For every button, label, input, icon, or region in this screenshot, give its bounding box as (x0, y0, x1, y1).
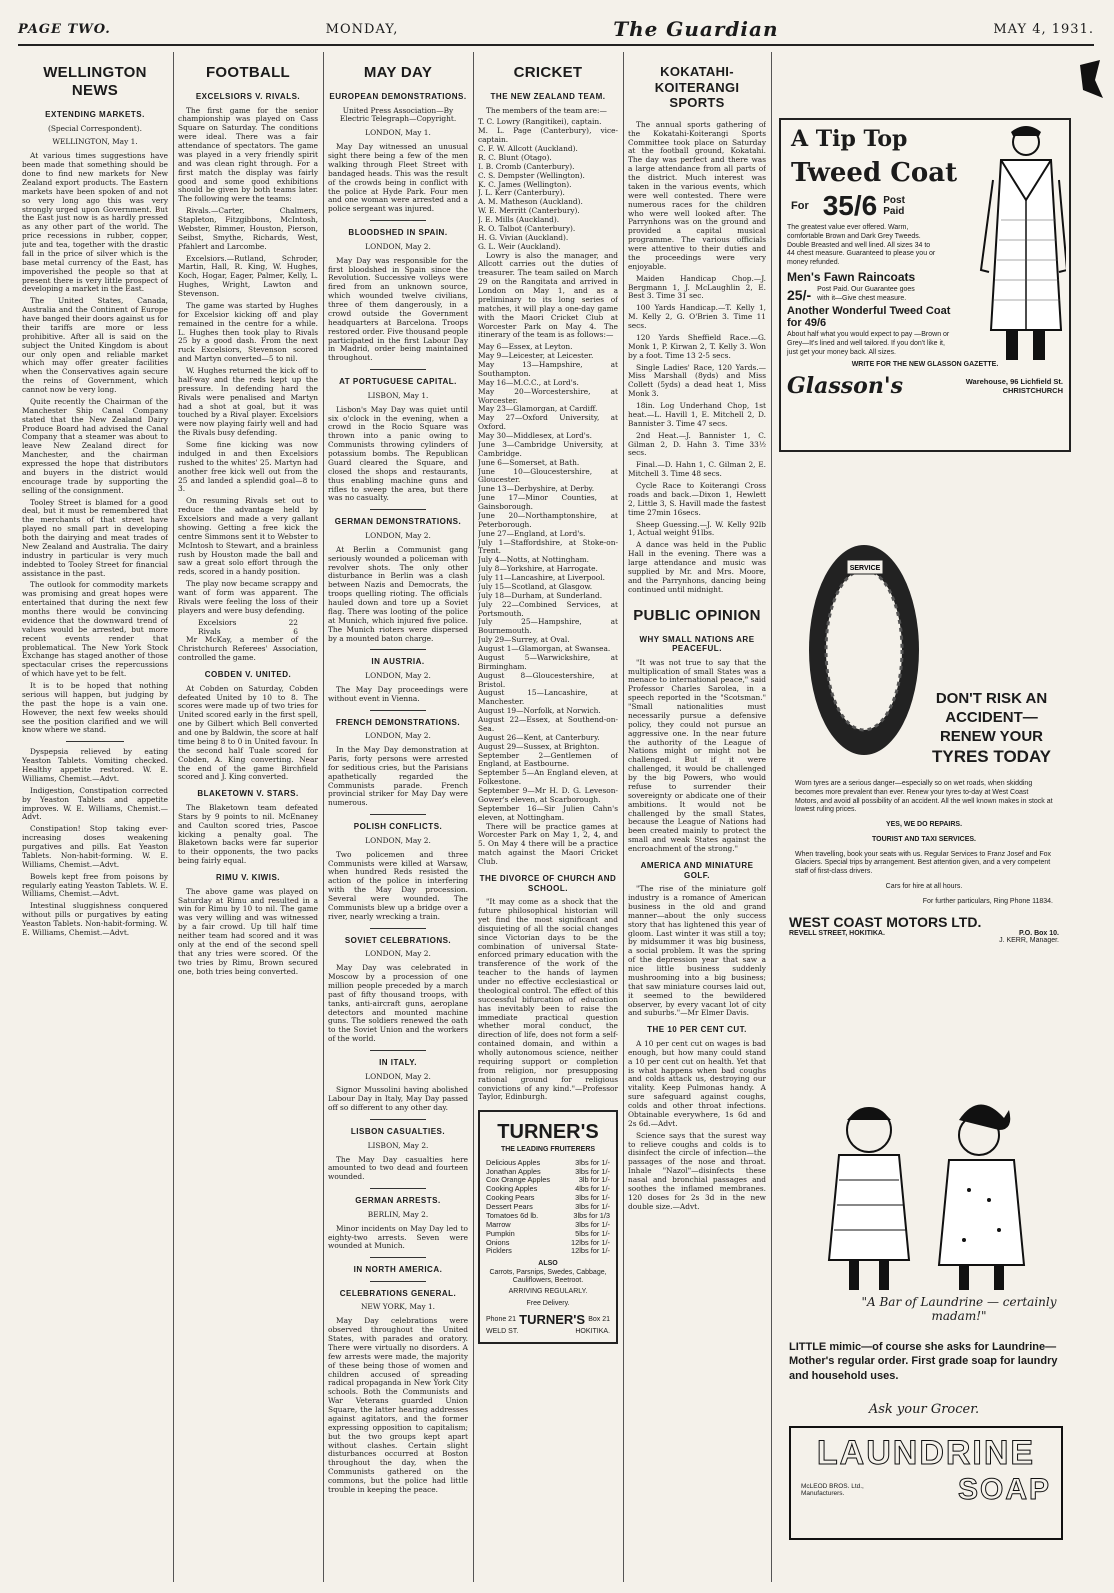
advert-body: The greatest value ever offered. Warm, comfortable Brown and Dark Grey Tweeds. Double Breasted and well lined. All sizes 34 to 44 chest measure. Guaranteed to please you or money refunded. (787, 224, 936, 266)
laundrine-soap-word: SOAP (957, 1473, 1051, 1506)
glassons-city: CHRISTCHURCH (1002, 386, 1063, 396)
divider (370, 649, 426, 650)
laundrine-logo-box (789, 1426, 1063, 1540)
section-heading: POLISH CONFLICTS. (353, 822, 443, 832)
fruit-price: 3lbs for 1/3 (573, 1210, 610, 1220)
fixture-item: May 9—Leicester, at Leicester. (478, 351, 594, 361)
score-points: 22 (288, 617, 298, 627)
fixture-item: August 5—Warwickshire, at Birmingham. (478, 652, 618, 671)
article-paragraph: Two policemen and three Communists were killed at Warsaw, when hundred Reds resisted the action of the police in interfering with the May Day procession. Several were wounded. The Communists blew up a bridge over a river, nearly wrecking a train. (328, 849, 468, 921)
article-paragraph: Quite recently the Chairman of the Manchester Ship Canal Company stated that the New Zealand Dairy Produce Board had advised the Canal Company that a steamer was about to leave New Zealand direct for Manchester, and the chairman expressed the hope that distributors and buyers in the district would encourage trade by supporting the selling of the consignment. (22, 396, 168, 495)
team-member: W. E. Merritt (Canterbury). (478, 206, 580, 216)
travel-body: When travelling, book your seats with us. Regular Services to Franz Josef and Fox Glaciers. Special trips by arrangement. Best attention given, and a very competent staff of first-class drivers. (795, 850, 1052, 875)
mayday-section (328, 1188, 468, 1251)
subheading-blaketown-stars: BLAKETOWN V. STARS. (197, 789, 299, 799)
subheading-extending-markets: EXTENDING MARKETS. (45, 110, 145, 119)
dateline: LONDON, May 2. (365, 731, 431, 741)
laundrine-script: "A Bar of Laundrine — certainly madam!" (861, 1295, 1057, 1323)
article-paragraph: "It may come as a shock that the future philosophical historian will yet find the most significant and disquieting of all the social changes since Victorian days to be the combination of universal State-enforced primary education with the transference of the work of the teacher to the hands of laymen under no effective ecclesiastical or theological control. The effect of this successful bifurcation of education has inevitably been to raise the immediate practical question whether moral conduct, the direction of life, does not form a self-contained domain, and within a wholly autonomous science, neither requiring support or completion from religion, nor presupposing rational ground for religious convictions of any kind."—Professor Taylor, Edinburgh. (478, 897, 618, 1102)
article-paragraph: Lisbon's May Day was quiet until six o'clock in the evening, when a crowd in the Rocio Square was thrown into a panic owing to Communists throwing cylinders of potassium bombs. The Republican Guard cleared the Square, and closed the shops and restaurants, thus enabling machine guns and rifles to sweep the area, but there was no casualty. (328, 404, 468, 503)
team-member: G. L. Weir (Auckland). (478, 241, 561, 251)
subheading-nz-team: THE NEW ZEALAND TEAM. (490, 92, 606, 101)
another-coat-body: About half what you would expect to pay —Brown or Grey—It's lined and well tailored. If you don't like it, just get your money back. All sizes. (787, 331, 950, 356)
laundrine-maker: McLEOD BROS. Ltd., Manufacturers. (801, 1483, 864, 1497)
turners-name: TURNER'S (497, 1121, 599, 1144)
fixture-item: August 1—Glamorgan, at Swansea. (478, 644, 611, 654)
article-paragraph: Maiden Handicap Chop.—J. Bergmann 1, J. McLaughlin 2, E. Best 3. Time 31 sec. (628, 273, 766, 301)
team-list (478, 118, 618, 251)
score-points: 6 (293, 626, 298, 636)
masthead (18, 14, 1094, 46)
fruit-price: 3lbs for 1/- (575, 1219, 610, 1229)
fixture-item: July 11—Lancashire, at Liverpool. (478, 573, 605, 583)
mayday-section (328, 814, 468, 921)
team-member: A. M. Matheson (Auckland). (478, 197, 583, 207)
dateline: BERLIN, May 2. (367, 1209, 429, 1219)
section-heading: BLOODSHED IN SPAIN. (348, 228, 448, 238)
company-address (789, 930, 1059, 937)
divider (370, 220, 426, 221)
article-paragraph: The members of the team are:— (486, 105, 607, 115)
dateline: LONDON, May 2. (365, 530, 431, 540)
subheading-ten-per-cent: THE 10 PER CENT CUT. (647, 1025, 747, 1035)
advertisement-text: Intestinal sluggishness conquered without pills or purgatives by eating Yeaston Tablets. Non-habit-forming. W. E. Williams, Chemist.—Advt. (22, 901, 168, 937)
dateline: LONDON, May 2. (365, 949, 431, 959)
section-heading: IN ITALY. (379, 1058, 417, 1067)
article-paragraph: There will be practice games at Worcester Park on May 1, 2, 4, and 5. On May 4 there will be a practice match against the Maori Cricket Club. (478, 821, 618, 867)
tyre-label: SERVICE (849, 565, 881, 572)
fruit-name: Pumpkin (486, 1228, 515, 1238)
fixture-item: July 29—Surrey, at Oval. (478, 635, 570, 645)
turners-advert (478, 1110, 618, 1344)
team-member: J. E. Mills (Auckland). (478, 215, 560, 225)
article-paragraph: The May Day casualties here amounted to two dead and fourteen wounded. (328, 1154, 468, 1182)
fruit-price-row (486, 1247, 610, 1256)
ask-your-grocer: Ask your Grocer. (868, 1402, 980, 1417)
fixture-item: July 22—Combined Services, at Portsmouth. (478, 599, 618, 618)
fixture-item: July 4—Notts, at Nottingham. (478, 555, 590, 565)
fixture-item: June 27—England, at Lord's. (478, 528, 586, 538)
dateline: LISBON, May 2. (367, 1140, 429, 1150)
team-member: C. S. Dempster (Wellington). (478, 170, 585, 180)
article-paragraph: Final.—D. Hahn 1, C. Gilman 2, E. Mitchell 3. Time 48 secs. (628, 460, 766, 479)
dateline: LONDON, May 1. (365, 128, 431, 138)
wire-credit: United Press Association—By Electric Telegraph—Copyright. (339, 105, 457, 124)
mayday-section (328, 369, 468, 503)
fruit-name: Dessert Pears (486, 1202, 533, 1212)
free-delivery: Free Delivery. (526, 1299, 570, 1307)
glassons-tweed-coat-advert (779, 118, 1071, 452)
glassons-address-line: Warehouse, 96 Lichfield St. (965, 377, 1063, 387)
article-paragraph: A 10 per cent cut on wages is bad enough, but how many could stand a 10 per cent cut on health. Yet that is what happens when bad coughs and colds attack us, destroying our vitality. Keep Pulmonas handy. A sure safeguard against coughs, colds and other throat infections. Obtainable everywhere, 1s 6d and 2s 6d.—Advt. (628, 1038, 766, 1128)
article-paragraph: The game was started by Hughes for Excelsior kicking off and play remained in the centre for a while. L. Hughes then took play to Rivals 25 by a good dash. From the next ruck Excelsiors, Stevenson scored and Martyn converted—5 to nil. (178, 300, 318, 364)
tyres-headline-line2: ACCIDENT— (945, 708, 1038, 726)
divider (370, 1257, 426, 1258)
fixture-item: September 5—An England eleven, at Folkestone. (478, 768, 618, 787)
section-heading: IN AUSTRIA. (371, 657, 425, 667)
team-member: H. G. Vivian (Auckland). (478, 232, 569, 242)
turners-box: Box 21 (588, 1315, 610, 1323)
article-paragraph: Some fine kicking was now indulged in and then Excelsiors rushed to the whites' 25. Martyn had another free kick well out from the 25 and landed a splendid goal—8 to 3. (178, 440, 318, 494)
fruit-price: 4lbs for 1/- (575, 1184, 610, 1194)
team-member: J. L. Kerr (Canterbury). (478, 188, 565, 198)
section-heading: AT PORTUGUESE CAPITAL. (339, 377, 457, 387)
fixture-item: June 13—Derbyshire, at Derby. (478, 484, 595, 494)
also-label: ALSO (538, 1260, 558, 1268)
divider (370, 1188, 426, 1189)
section-heading: GERMAN ARRESTS. (355, 1196, 441, 1206)
fruit-price: 5lbs for 1/- (575, 1228, 610, 1238)
subheading-miniature-golf: AMERICA AND MINIATURE GOLF. (640, 860, 754, 880)
fixture-item: August 8—Gloucestershire, at Bristol. (478, 670, 618, 689)
mayday-section (328, 928, 468, 1044)
article-paragraph: Minor incidents on May Day led to eighty-two arrests. Seven were wounded at Munich. (328, 1223, 468, 1251)
company-box: P.O. Box 10. (1019, 930, 1059, 938)
fixture-item: August 19—Norfolk, at Norwich. (478, 706, 601, 716)
cars-for-hire: Cars for hire at all hours. (885, 882, 963, 890)
article-paragraph: The United States, Canada, Australia and the Continent of Europe have banged their doors against us for their tariffs are more or less prohibitive. After all is said on the subject the United Kingdom is about our only open and reliable market which may offer greater facilities when the Conservatives again secure the reins of Government, which cannot now be very long. (22, 296, 168, 395)
fixture-item: July 15—Scotland, at Glasgow. (478, 581, 593, 591)
section-heading: GERMAN DEMONSTRATIONS. (334, 517, 462, 527)
article-paragraph: The play now became scrappy and want of form was apparent. The Rivals were feeling the loss of their players and were busy defending. (178, 579, 318, 615)
raincoat-price: 25/- (787, 286, 812, 303)
extra-produce: Carrots, Parsnips, Swedes, Cabbage, Cauliflowers, Beetroot. (489, 1268, 607, 1285)
raincoat-heading: Men's Fawn Raincoats (787, 269, 916, 284)
fixture-item: May 16—M.C.C., at Lord's. (478, 377, 579, 387)
subheading-excelsiors-rivals: EXCELSIORS V. RIVALS. (195, 92, 301, 101)
dateline: LONDON, May 2. (365, 835, 431, 845)
fruit-name: Marrow (486, 1219, 511, 1229)
masthead-day: MONDAY, (325, 21, 399, 37)
fixture-item: July 8—Yorkshire, at Harrogate. (478, 564, 598, 574)
article-paragraph: 2nd Heat.—J. Bannister 1, C. Gilman 2, D. Hahn 3. Time 33½ secs. (628, 430, 766, 458)
fixture-item: June 20—Northamptonshire, at Peterborough. (478, 510, 618, 529)
article-paragraph: Cycle Race to Koiterangi Cross roads and back.—Dixon 1, Hewlett 2, Little 3, S. Havill made the fastest time 27min 16secs. (628, 481, 766, 517)
dateline: LONDON, May 2. (365, 1071, 431, 1081)
laundrine-brand: LAUNDRINE (816, 1434, 1036, 1472)
divider (370, 710, 426, 711)
column-rule (771, 52, 772, 1582)
headline-football: FOOTBALL (205, 64, 291, 81)
turners-town: HOKITIKA. (575, 1327, 610, 1335)
section-heading: LISBON CASUALTIES. (350, 1127, 446, 1137)
west-coast-motors-advert (779, 540, 1067, 1040)
column-rule (623, 52, 624, 1582)
subheading-cobden-united: COBDEN V. UNITED. (204, 670, 292, 680)
team-member: R. C. Blunt (Otago). (478, 152, 552, 162)
article-paragraph: Sheep Guessing.—J. W. Kelly 92lb 1, Actual weight 91lbs. (628, 519, 766, 538)
fixture-item: June 6—Somerset, at Bath. (478, 457, 580, 467)
headline-wellington-news: WELLINGTON NEWS (43, 64, 147, 99)
byline: (Special Correspondent). (47, 123, 143, 133)
fruit-price: 3lbs for 1/- (575, 1166, 610, 1176)
glassons-address (966, 377, 1063, 395)
team-member: M. L. Page (Canterbury), vice-captain. (478, 126, 618, 145)
dateline: LONDON, May 2. (365, 241, 431, 251)
mayday-section (328, 1257, 468, 1275)
advertisement-text: Constipation! Stop taking ever-increasing doses weakening purgatives and pills. Eat Yeaston Tablets. Non-habit-forming. W. E. Williams, Chemist.—Advt. (22, 824, 168, 869)
article-paragraph: Tooley Street is blamed for a good deal, but it must be remembered that the merchants of that street have played no small part in developing both the dairying and meat trades of New Zealand and Australia. The dairy industry in particular is very much indebted to Tooley Street for financial assistance in the past. (22, 497, 168, 578)
turners-street: WELD ST. (486, 1327, 519, 1335)
fixture-item: August 22—Essex, at Southend-on-Sea. (478, 715, 618, 733)
column-cricket (478, 52, 618, 1587)
article-paragraph: The first game for the senior championship was played on Cass Square on Saturday. The conditions were ideal. There was a fair attendance of spectators. The game was played in a very friendly spirit and was clean right through. For a first match the display was fairly good and some good exhibitions should be given by both teams later. The following were the teams: (178, 105, 318, 204)
article-paragraph: May Day witnessed an unusual sight there being a few of the men walking through Fleet Street with bandaged heads. This was the result of the crowds being in conflict with the police at Hyde Park. Four men and one woman were arrested and a police sergeant was injured. (328, 142, 468, 214)
mayday-section (328, 710, 468, 809)
fruit-price: 12lbs for 1/- (570, 1246, 610, 1256)
tyres-headline (919, 690, 1064, 768)
headline-may-day: MAY DAY (363, 64, 433, 81)
laundrine-copy: LITTLE mimic—of course she asks for Laundrine—Mother's regular order. First grade soap for laundry and household uses. (789, 1341, 1058, 1382)
taxi-line: TOURIST AND TAXI SERVICES. (872, 835, 976, 843)
turners-tagline: THE LEADING FRUITERERS (500, 1146, 596, 1154)
article-paragraph: Mr McKay, a member of the Christchurch Referees' Association, controlled the game. (178, 635, 318, 663)
advert-title: Tweed Coat (791, 158, 958, 188)
fixture-item: June 3—Cambridge University, at Cambridge. (478, 439, 618, 458)
article-paragraph: Signor Mussolini having abolished Labour Day in Italy, May Day passed off so different to any other day. (328, 1085, 468, 1113)
dateline: LONDON, May 2. (365, 670, 431, 680)
post-paid: Post Paid (883, 195, 905, 217)
article-paragraph: "The rise of the miniature golf industry is a romance of American business in the old and grand manner—about the only success story that has lightened this year of gloom. Last winter it was still a toy; by midsummer it was big business, a social problem. It was the spring of the depression year that saw a nice little business suddenly mushrooming into a big business; that saw miniature courses laid out, it seemed to the bewildered observer, by every vacant lot of city and suburbs."—Mr Elmer Davis. (628, 884, 766, 1018)
column-rule (323, 52, 324, 1582)
repairs-line: YES, WE DO REPAIRS. (885, 821, 963, 828)
masthead-date: MAY 4, 1931. (993, 21, 1094, 37)
article-paragraph: Lowry is also the manager, and Allcott carries out the duties of treasurer. The team sailed on March 29 on the Rangitata and arrived in London on May 1, and as a preliminary to its long series of matches, it will play a one-day game with the Maori Cricket Club at Worcester Park on May 4. The itinerary of the team is as follows:— (478, 250, 618, 340)
laundrine-soap-advert (779, 1090, 1067, 1560)
fixture-item: August 29—Sussex, at Brighton. (478, 741, 600, 751)
mayday-section (328, 649, 468, 703)
fixture-item: June 17—Minor Counties, at Gainsborough. (478, 493, 618, 512)
fruit-name: Picklers (486, 1246, 512, 1256)
mayday-section (328, 1050, 468, 1113)
glassons-footer (781, 369, 1069, 403)
mayday-section (328, 220, 468, 363)
article-paragraph: "It was not true to say that the multiplication of small States was a menace to international peace," said Professor Charles Sarolea, in a speech reported in the "Scotsman." "Small nationalities must necessarily pursue a defensive policy, they could not pursue an aggressive one. In the near future the authority of the League of Nations might or might not be challenged. But if it were challenged, it would be challenged by the big Powers, who would refuse to surrender their sovereignty or abdicate one of their ambitions. It would not be challenged by the small States, because the League of Nations had been created mainly to protect the small and weak States against the encroachment of the strong." (628, 657, 766, 854)
team-member: C. F. W. Allcott (Auckland). (478, 144, 578, 154)
article-paragraph: Excelsiors.—Rutland, Schroder, Martin, Hall, R. King, W. Hughes, Koch, Hogar, Eager, Palmer, Kelly, L. Hughes, Wright, Lawton and Stevenson. (178, 253, 318, 299)
phone-line: For further particulars, Ring Phone 11834. (922, 897, 1053, 905)
section-heading: CELEBRATIONS GENERAL. (339, 1288, 457, 1298)
article-paragraph: Science says that the surest way to relieve coughs and colds is to disinfect the circle of infection—the passages of the nose and throat. Inhale "Nazol"—disinfects these nasal and bronchial passages and soothes the inflamed membranes. 120 doses for 2s 3d in the new double size.—Advt. (628, 1130, 766, 1211)
fruit-name: Delicious Apples (486, 1157, 541, 1167)
team-member: I. B. Cromb (Canterbury). (478, 161, 575, 171)
fixture-item: May 13—Hampshire, at Southampton. (478, 360, 618, 378)
subheading-rimu-kiwis: RIMU V. KIWIS. (215, 873, 281, 883)
article-paragraph: It is to be hoped that nothing serious will happen, but judging by the past the hope is a vain one. However, the next few weeks should see the position clarified and we will know where we stand. (22, 681, 168, 735)
divider (370, 369, 426, 370)
divider (370, 814, 426, 815)
subheading-church-school: THE DIVORCE OF CHURCH AND SCHOOL. (479, 873, 617, 893)
fruit-name: Cox Orange Apples (486, 1175, 551, 1185)
mayday-section (328, 1281, 468, 1495)
turners-footer (486, 1312, 610, 1328)
article-paragraph: At various times suggestions have been made that something should be done to find new markets for New Zealand export products. The Eastern markets have been spoken of and not so very long ago this was very strongly urged upon Government. But the East just now is as hardly pressed as any other part of the world. The price recessions in rubber, copper, jute and tea, together with the drastic fall in the price of silver which is the base metal currency of the East, has impoverished the people so that at present there is very little prospect of developing a market in the East. (22, 151, 168, 294)
dateline: LISBON, May 1. (367, 390, 429, 400)
article-paragraph: 100 Yards Handicap.—T. Kelly 1, M. Kelly 2, G. O'Brien 3. Time 11 secs. (628, 303, 766, 331)
divider (370, 509, 426, 510)
column-may-day (328, 52, 468, 1587)
article-paragraph: A dance was held in the Public Hall in the evening. There was a large attendance and music was supplied by Mr. and Mrs. Moore, and the Parrynhons, dancing being continued until midnight. (628, 540, 766, 594)
company-manager: J. KERR, Manager. (999, 937, 1059, 945)
torn-corner (1075, 60, 1105, 104)
article-paragraph: W. Hughes returned the kick off to half-way and the reds kept up the pressure. In defending hard the Rivals were penalised and Martyn had a shot at goal, but it was touched by a Rival player. Excelsiors were now playing fairly well and had the Rivals busy defending. (178, 366, 318, 438)
score-team: Excelsiors (198, 617, 237, 627)
article-paragraph: The annual sports gathering of the Kokatahi-Koiterangi Sports Committee took place on Saturday at the football ground, Kokatahi. The day was perfect and there was a large attendance from all parts of the district. Much interest was taken in the various events, which were well contested. There were numerous races for the children who were well looked after. The Parrynhons was on the ground and provided a capital musical programme. The various officials were attentive to their duties and the proceedings were very enjoyable. (628, 119, 766, 271)
another-coat-heading: Another Wonderful Tweed Coat for 49/6 (787, 305, 951, 330)
fixture-item: August 26—Kent, at Canterbury. (478, 732, 600, 742)
article-paragraph: The May Day proceedings were without event in Vienna. (328, 684, 468, 703)
fixture-item: July 18—Durham, at Sunderland. (478, 590, 603, 600)
headline-public-opinion: PUBLIC OPINION (633, 606, 761, 624)
fruit-price-list (486, 1159, 610, 1257)
dateline: NEW YORK, May 1. (360, 1302, 436, 1312)
column-football (178, 52, 318, 1587)
article-paragraph: At Cobden on Saturday, Cobden defeated United by 10 to 8. The scores were made up of two tries for United scored early in the first spell, one by Gilbert which Bell converted and one by Baldwin, the score at half time being 8 to 0 in United favour. In the second half Tuale scored for Cobden, A. King converting. Near the end of the game Birchfield scored and J. King converted. (178, 683, 318, 782)
article-paragraph: The outlook for commodity markets was promising and great hopes were entertained that during the next few months there would be convincing evidence that the downward trend of values would be arrested, but more recent events render that problematical. The New York Stock Exchange has staged another of those spectacular crises the repercussions of which have yet to be felt. (22, 580, 168, 679)
article-paragraph: The above game was played on Saturday at Rimu and resulted in a win for Rimu by 10 to nil. The game was very willing and was witnessed by a fair crowd. Up till half time neither team had scored and it was only at the end of the second spell that any tries were scored. Of the two tries by Rimu, Brown secured one, both tries being converted. (178, 886, 318, 976)
fixture-list (478, 343, 618, 822)
fruit-name: Cooking Pears (486, 1193, 535, 1203)
page-number: PAGE TWO. (18, 21, 111, 37)
dateline: WELLINGTON, May 1. (52, 137, 138, 147)
divider (66, 741, 124, 742)
fixture-item: May 27—Oxford University, at Oxford. (478, 413, 618, 432)
children-illustration (799, 1090, 1049, 1300)
fixture-item: July 25—Hampshire, at Bournemouth. (478, 617, 618, 636)
article-paragraph: Single Ladies' Race, 120 Yards.—Miss Marshall (8yds) and Miss Collett (5yds) a dead heat 1, Miss Monk 3. (628, 362, 766, 399)
advertisement-text: Bowels kept free from poisons by regularly eating Yeaston Tablets. W. E. Williams, Chemist.—Advt. (22, 871, 168, 899)
column-wellington-news (22, 52, 168, 1587)
fixture-item: September 2—Gentlemen of England, at Eastbourne. (478, 750, 618, 769)
fixture-item: September 9—Mr H. D. G. Leveson-Gower's eleven, at Scarborough. (478, 786, 618, 804)
section-heading: IN NORTH AMERICA. (353, 1265, 443, 1275)
company-street: REVELL STREET, HOKITIKA. (789, 930, 885, 938)
raincoat-body: Post Paid. Our Guarantee goes with it—Give chest measure. (817, 285, 915, 302)
turners-phone: Phone 21 (486, 1315, 516, 1323)
mayday-section (328, 1119, 468, 1182)
fruit-name: Onions (486, 1237, 510, 1247)
fixture-item: August 15—Lancashire, at Manchester. (478, 688, 618, 707)
fruit-name: Tomatoes 6d lb. (486, 1210, 539, 1220)
fixture-item: May 30—Middlesex, at Lord's. (478, 431, 592, 441)
gazette-line: WRITE FOR THE NEW GLASSON GAZETTE. (851, 360, 999, 368)
turners-name-footer: TURNER'S (519, 1312, 586, 1328)
price: 35/6 (822, 190, 878, 221)
advertisement-text: Dyspepsia relieved by eating Yeaston Tablets. Vomiting checked. Healthy appetite restored. W. E. Williams, Chemist.—Advt. (22, 747, 168, 783)
article-paragraph: 18in. Log Underhand Chop, 1st heat.—L. Havill 1, E. Mitchell 2, D. Bannister 3. Time 47 secs. (628, 401, 766, 428)
fruit-price: 3lbs for 1/- (575, 1157, 610, 1167)
article-paragraph: The Blaketown team defeated Stars by 9 points to nil. McEnaney and Caulton scored tries, Pascoe kicking a penalty goal. The Blaketown backs were far superior to their opponents, the two packs being fairly equal. (178, 802, 318, 866)
article-paragraph: On resuming Rivals set out to reduce the advantage held by Excelsiors and made a very gallant showing. Getting a free kick the centre Simmons sent it to Webster to McIntosh to Stewart, and a brainless rush by Houston made the ball and saw a great solo effort through the reds, scored in a handy position. (178, 496, 318, 577)
article-paragraph: In the May Day demonstration at Paris, forty persons were arrested for seditious cries, but the Parisians apathetically regarded the Communists parade. French provincial striker for May Day were numerous. (328, 745, 468, 808)
tyre-illustration (799, 540, 929, 760)
fixture-item: June 10—Gloucestershire, at Gloucester. (478, 466, 618, 485)
headline-cricket: CRICKET (513, 64, 583, 81)
man-in-coat-illustration (971, 120, 1066, 370)
fixture-item: July 1—Staffordshire, at Stoke-on-Trent. (478, 537, 618, 556)
team-member: K. C. James (Wellington). (478, 179, 572, 189)
divider (370, 1050, 426, 1051)
team-member: R. O. Talbot (Canterbury). (478, 223, 576, 233)
column-rule (173, 52, 174, 1582)
tyres-body-block (789, 780, 1059, 944)
mayday-sections (328, 129, 468, 1495)
mayday-section (328, 509, 468, 643)
section-heading: FRENCH DEMONSTRATIONS. (335, 717, 461, 727)
advertisement-text: Indigestion, Constipation corrected by Yeaston Tablets and appetite improves. W. E. Williams, Chemist.—Advt. (22, 785, 168, 822)
column-sports-opinion (628, 52, 766, 1587)
turners-address (486, 1328, 610, 1336)
fruit-name: Cooking Apples (486, 1184, 538, 1194)
fixture-item: May 23—Glamorgan, at Cardiff. (478, 404, 598, 414)
divider (370, 1281, 426, 1282)
glassons-brand: Glasson's (787, 373, 903, 400)
score-team: Rivals (198, 626, 221, 636)
article-paragraph: Rivals.—Carter, Chalmers, Stapleton, Fitzgibbons, McIntosh, Webster, Rimmer, Houston, Pierson, Seibst, Smythe, Richards, West, Pfahlert and Larcombe. (178, 206, 318, 251)
column-rule (473, 52, 474, 1582)
fixture-item: September 16—Sir Julien Cahn's eleven, at Nottingham. (478, 803, 618, 822)
advert-tagline: A Tip Top (791, 126, 908, 152)
subheading-small-nations: WHY SMALL NATIONS ARE PEACEFUL. (639, 634, 755, 654)
article-paragraph: May Day was celebrated in Moscow by a procession of one million people preceded by a march past of fifty thousand troops, with tanks, anti-aircraft guns, aeroplane detectors and mounted machine guns. The soldiers renewed the oath to the Soviet Union and the workers of the world. (328, 963, 468, 1044)
article-paragraph: May Day was responsible for the first bloodshed in Spain since the Revolution. Successive volleys were fired from an unknown source, which wounded twelve civilians, three of them dangerously, in a crowd outside the Government headquarters at Barcelona. Troops restored order. Five thousand people participated in the first Labour Day in Madrid, order being maintained throughout. (328, 255, 468, 363)
tyres-headline-line3: RENEW YOUR (939, 727, 1044, 745)
tyres-body: Worn tyres are a serious danger—especially so on wet roads, when skidding becomes more prevalent than ever. Renew your tyres to-day at West Coast Motors, and avoid all possibility of an accident. All the well known makes in stock at lowest ruling prices. (795, 780, 1053, 814)
fixture-item: May 20—Worcestershire, at Worcester. (478, 386, 618, 405)
fruit-price: 3lbs for 1/- (575, 1193, 610, 1203)
fruit-name: Jonathan Apples (486, 1166, 541, 1176)
divider (370, 928, 426, 929)
tyres-headline-line1: DON'T RISK AN (935, 690, 1048, 707)
article-paragraph: At Berlin a Communist gang seriously wounded a policeman with revolver shots. The only other disturbance in Berlin was a clash between Nazis and Democrats, the troops quelling rioting. The officials hauled down and tore up a Soviet flag. There was looting of the police at Munich, which injured five police. The Munich rioters were dispersed by a mounted baton charge. (328, 544, 468, 643)
subheading-european-demonstrations: EUROPEAN DEMONSTRATIONS. (329, 92, 467, 101)
team-member: T. C. Lowry (Rangitikei), captain. (478, 117, 602, 127)
fruit-price: 3lb for 1/- (578, 1175, 610, 1185)
newspaper-title: The Guardian (613, 17, 779, 41)
article-paragraph: 120 Yards Sheffield Race.—G. Monk 1, P. Kirwan 2, T. Kelly 3. Won by a foot. Time 13 2-5 secs. (628, 332, 766, 360)
company-name: WEST COAST MOTORS LTD. (789, 914, 982, 931)
mayday-section (328, 129, 468, 214)
tyres-headline-line4: TYRES TODAY (931, 747, 1052, 767)
fixture-item: May 6—Essex, at Leyton. (478, 342, 573, 352)
headline-kokatahi-sports: KOKATAHI-KOITERANGI SPORTS (654, 64, 740, 111)
article-paragraph: May Day celebrations were observed throughout the United States, with parades and oratory. There were virtually no disorders. A few arrests were made, the majority of these being those of women and children accused of spreading radical propaganda in New York City schools. Both the Communists and War Veterans guarded Union Square, the latter hearing addresses against agitators, and the former expressing opposition to capitalism; but the two groups kept apart without clashes. Certain slight disturbances occurred at Boston throughout the day, when the Communists gathered on the commons, but the police had little trouble in keeping the peace. (328, 1316, 468, 1494)
divider (370, 1119, 426, 1120)
fruit-price: 3lbs for 1/- (575, 1202, 610, 1212)
for-label: For (791, 200, 809, 212)
fruit-price: 12lbs for 1/- (570, 1237, 610, 1247)
section-heading: SOVIET CELEBRATIONS. (344, 935, 452, 945)
arriving-regularly: ARRIVING REGULARLY. (508, 1288, 588, 1296)
